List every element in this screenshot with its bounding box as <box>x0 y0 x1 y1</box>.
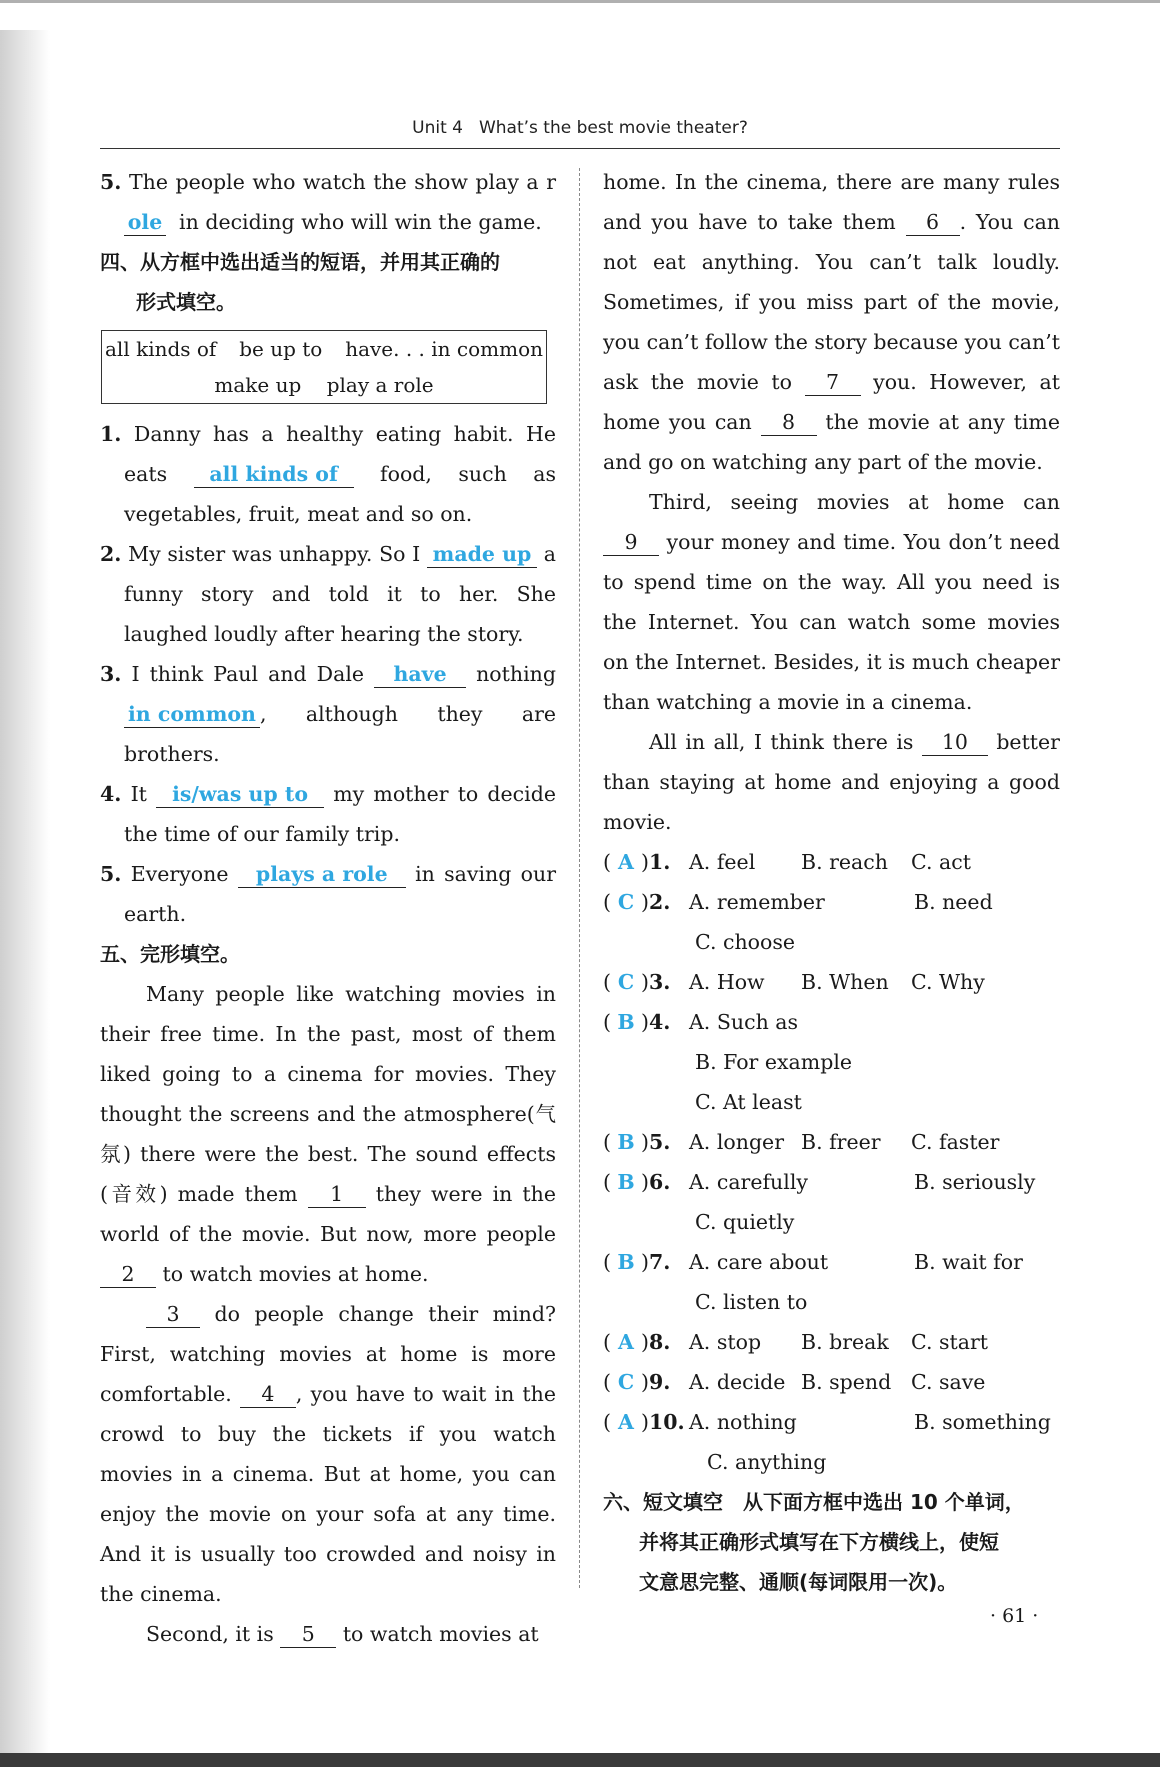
fill-item-2: 2. My sister was unhappy. So I made up a funny story and told it to her. She laughed loudly after hearing the story. <box>100 542 556 646</box>
question-2-option-c: C. choose <box>695 930 796 954</box>
answer-blank: made up <box>427 541 537 568</box>
section-5-heading: 五、完形填空。 <box>100 942 240 966</box>
cloze-paragraph-4: Third, seeing movies at home can 9 your money and time. You don’t need to spend time on the way. All you need is the Internet. You can watch some movies on the Internet. Besides, it is much cheaper than watching a movie in a cinema. <box>603 490 1060 714</box>
answer-blank: in common <box>124 701 260 728</box>
fill-item-5: 5. Everyone plays a role in saving our earth. <box>100 862 556 926</box>
answer-blank: have <box>374 661 466 688</box>
header-rule <box>100 148 1060 149</box>
cloze-paragraph-3-cont: home. In the cinema, there are many rules and you have to take them 6 . You can not eat anything. You can’t talk loudly. Sometimes, if you miss part of the movie, you can’t follow the story because you can’t ask the movie to 7 you. However, at home you can 8 the movie at any time and go on watching any part of the movie. <box>603 170 1060 474</box>
cloze-blank-2: 2 <box>100 1261 156 1288</box>
unit-label: Unit 4 <box>412 118 463 138</box>
phrase: all kinds of <box>105 337 217 361</box>
prev-item-5: 5. The people who watch the show play a role in deciding who will win the game. <box>100 170 556 234</box>
bottom-edge <box>0 1753 1160 1767</box>
phrase: make up <box>214 373 302 397</box>
question-4: ( B )4. A. Such as <box>603 1010 799 1034</box>
question-7-option-c: C. listen to <box>695 1290 808 1314</box>
cloze-blank-6: 6 <box>906 209 960 236</box>
cloze-paragraph-3: Second, it is 5 to watch movies at <box>146 1622 539 1646</box>
cloze-blank-7: 7 <box>805 369 861 396</box>
question-2: ( C )2. A. remember B. need <box>603 890 993 914</box>
cloze-paragraph-2: 3 do people change their mind? First, watching movies at home is more comfortable. 4 , you have to wait in the crowd to buy the tickets if you watch movies in a cinema. But at home, you can enjoy the movie on your sofa at any time. And it is usually too crowded and noisy in the cinema. <box>100 1302 556 1606</box>
cloze-blank-4: 4 <box>240 1381 296 1408</box>
left-column <box>100 162 556 1654</box>
answer-blank: plays a role <box>238 861 406 888</box>
top-edge <box>0 0 1160 3</box>
question-9: ( C )9. A. decide B. spend C. save <box>603 1370 986 1394</box>
cloze-blank-3: 3 <box>146 1301 200 1328</box>
page-number: · 61 · <box>990 1605 1039 1627</box>
phrase-box <box>101 330 547 404</box>
cloze-blank-5: 5 <box>280 1621 336 1648</box>
column-separator <box>579 168 580 1588</box>
cloze-blank-9: 9 <box>603 529 659 556</box>
cloze-blank-8: 8 <box>761 409 817 436</box>
question-list <box>603 842 1060 1482</box>
question-7: ( B )7. A. care about B. wait for <box>603 1250 1023 1274</box>
question-8: ( A )8. A. stop B. break C. start <box>603 1330 989 1354</box>
cloze-blank-10: 10 <box>922 729 988 756</box>
phrase: play a role <box>326 373 434 397</box>
answer-blank: is/was up to <box>156 781 324 808</box>
phrase: be up to <box>239 337 323 361</box>
question-4-option-b: B. For example <box>695 1050 853 1074</box>
section-6-heading: 六、短文填空 从下面方框中选出 10 个单词， 并将其正确形式填写在下方横线上，使短 文意思完整、通顺(每词限用一次)。 <box>603 1490 1025 1594</box>
question-3: ( C )3. A. How B. When C. Why <box>603 970 985 994</box>
question-10-option-c: C. anything <box>707 1450 827 1474</box>
answer-blank: ole <box>124 209 166 236</box>
fill-item-3: 3. I think Paul and Dale have nothing in common , although they are brothers. <box>100 662 556 766</box>
fill-item-4: 4. It is/was up to my mother to decide the time of our family trip. <box>100 782 556 846</box>
right-column <box>603 162 1060 1602</box>
question-4-option-c: C. At least <box>695 1090 802 1114</box>
page-shadow <box>0 30 50 1753</box>
running-header <box>100 118 1060 138</box>
cloze-blank-1: 1 <box>308 1181 366 1208</box>
unit-title: What’s the best movie theater? <box>478 118 748 138</box>
phrase: have. . . in common <box>345 337 543 361</box>
question-6-option-c: C. quietly <box>695 1210 795 1234</box>
fill-item-1: 1. Danny has a healthy eating habit. He eats all kinds of food, such as vegetables, fruit, meat and so on. <box>100 422 556 526</box>
cloze-paragraph-5: All in all, I think there is 10 better than staying at home and enjoying a good movie. <box>603 730 1060 834</box>
question-10: ( A )10. A. nothing B. something <box>603 1410 1051 1434</box>
question-5: ( B )5. A. longer B. freer C. faster <box>603 1130 1000 1154</box>
answer-blank: all kinds of <box>194 461 354 488</box>
cloze-paragraph-1: Many people like watching movies in their free time. In the past, most of them liked going to a cinema for movies. They thought the screens and the atmosphere(气氛) there were the best. The sound effects (音效) made them 1 they were in the world of the movie. But now, more people 2 to watch movies at home. <box>100 982 556 1286</box>
section-4-heading: 四、从方框中选出适当的短语，并用其正确的 形式填空。 <box>100 250 500 314</box>
question-1: ( A )1. A. feel B. reach C. act <box>603 850 971 874</box>
question-6: ( B )6. A. carefully B. seriously <box>603 1170 1036 1194</box>
